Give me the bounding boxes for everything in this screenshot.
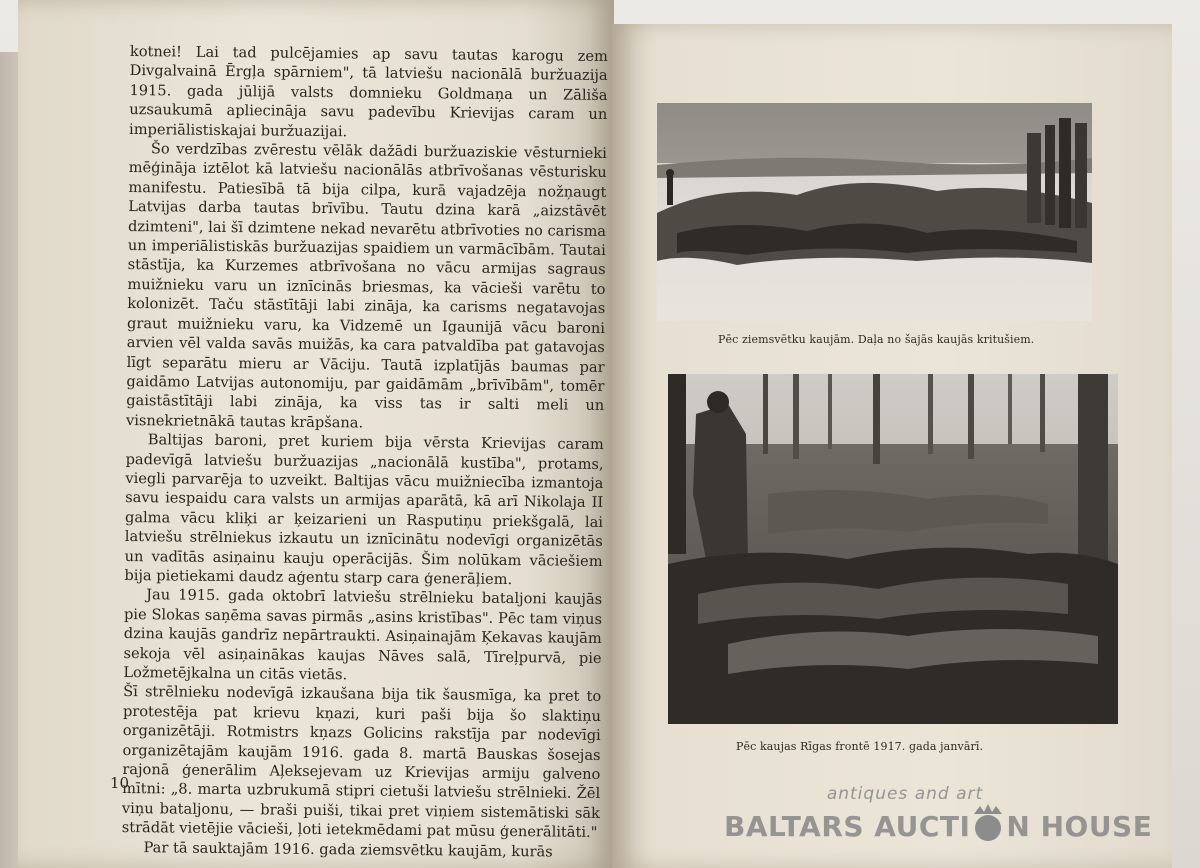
photo-riga-front xyxy=(668,374,1118,724)
photo-winter-battlefield xyxy=(657,103,1092,321)
paragraph: Jau 1915. gada oktobrī latviešu strēlnieku bataljoni kaujās pie Slokas saņēma savas pirmās „asins kristības". Pēc tam viņus dzina kaujās gandrīz nepārtraukti. Asiņainajām Ķekavas kaujām sekoja vēl asiņainākas kaujas Nāves salā, Tīreļpurvā, pie Ložmetējkalna un citās vietās. xyxy=(123,586,603,684)
page-number: 10 xyxy=(110,774,130,792)
watermark xyxy=(724,784,1153,849)
watermark-name xyxy=(724,802,1153,849)
watermark-tagline: antiques and art xyxy=(826,784,984,804)
paragraph: Baltijas baroni, pret kuriem bija vērsta Krievijas caram padevīgā latviešu buržuazijas „nacionālā kustība", protams, viegli parvarēja to uzveikt. Baltijas vācu muižniecība izmantoja savu iespaidu cara valsts un armijas aparātā, kā arī Nikolaja II galma vācu kliķi ar ķeizarieni un Rasputiņu priekšgalā, lai latviešu strēlniekus izkautu un iznīcinātu nodevīgi organizētās un vadītās asiņainu kauju operācijās. Šim nolūkam vāciešiem bija pietiekami daudz aģentu starp cara ģenerāļiem. xyxy=(124,431,604,589)
paragraph: kotnei! Lai tad pulcējamies ap savu tautas karogu zem Divgalvainā Ērgļa spārniem", tā latviešu nacionālā buržuazija 1915. gada jūlijā valsts domnieku Goldmaņa un Zāliša uzsaukumā apliecināja savu padevību Krievijas caram un imperiālistiskajai buržuazijai. xyxy=(128,42,608,140)
left-page-text xyxy=(121,42,608,862)
caption-bottom-photo: Pēc kaujas Rīgas frontē 1917. gada janvārī. xyxy=(736,740,984,753)
paragraph: Šī strēlnieku nodevīgā izkaušana bija tik šausmīga, ka pret to protestēja pat krievu kņazi, kuri paši bija šo slaktiņu organizētāji. Rotmistrs kņazs Golicins rakstīja par nodevīgi organizētajām kaujām 1916. gada 8. martā Bauskas šosejas rajonā ģenerālim Aļeksejevam uz Krievijas armiju galveno mītni: „8. marta uzbrukumā stipri cietuši latviešu strēlnieki. Žēl viņu bataljonu, — braši puiši, tikai pret viņiem sistemātiski sāk strādāt vietējie vācieši, ļoti ietekmēdami pat mūsu ģenerālitāti." xyxy=(121,683,602,842)
paragraph: Par tā sauktajām 1916. gada ziemsvētku kaujām, kurās xyxy=(143,838,553,861)
paragraph: Šo verdzības zvērestu vēlāk dažādi buržuaziskie vēsturnieki mēģināja iztēlot kā latviešu nacionālās atbrīvošanas vēsturisku manifestu. Patiesībā tā bija cilpa, kurā vajadzēja nožņaugt Latvijas darba tautas brīvību. Tautu dzina karā „aizstāvēt dzimteni", lai šī dzimtene nekad nevarētu atbrīvoties no carisma un imperiālistiskās buržuazijas spaidiem un varmācībām. Tautai stāstīja, ka Kurzemes atbrīvošana no vācu armijas sagraus muižnieku varu un iznīcinās briesmas, ka vācieši varētu to kolonizēt. Taču stāstītāji labi zināja, ka carisms negatavojas graut muižnieku varu, ka Vidzemē un Igaunijā vācu baroni arvien vēl valda savās muižās, ka cara patvaldība pat gatavojas līgt separātu mieru ar Vāciju. Tautā izplatījās baumas par gaidāmo Latvijas autonomiju, par gaidāmām „brīvībām", tomēr gaistāstītāji labi zināja, ka viss tas ir salti meli un visnekrietnākā tautas krāpšana. xyxy=(125,140,607,432)
caption-top-photo: Pēc ziemsvētku kaujām. Daļa no šajās kaujās kritušiem. xyxy=(718,333,1035,346)
crown-logo-icon xyxy=(970,802,1006,849)
watermark-name-right: N HOUSE xyxy=(1006,810,1153,843)
left-page xyxy=(18,0,614,868)
watermark-name-left: BALTARS AUCTI xyxy=(724,810,971,843)
